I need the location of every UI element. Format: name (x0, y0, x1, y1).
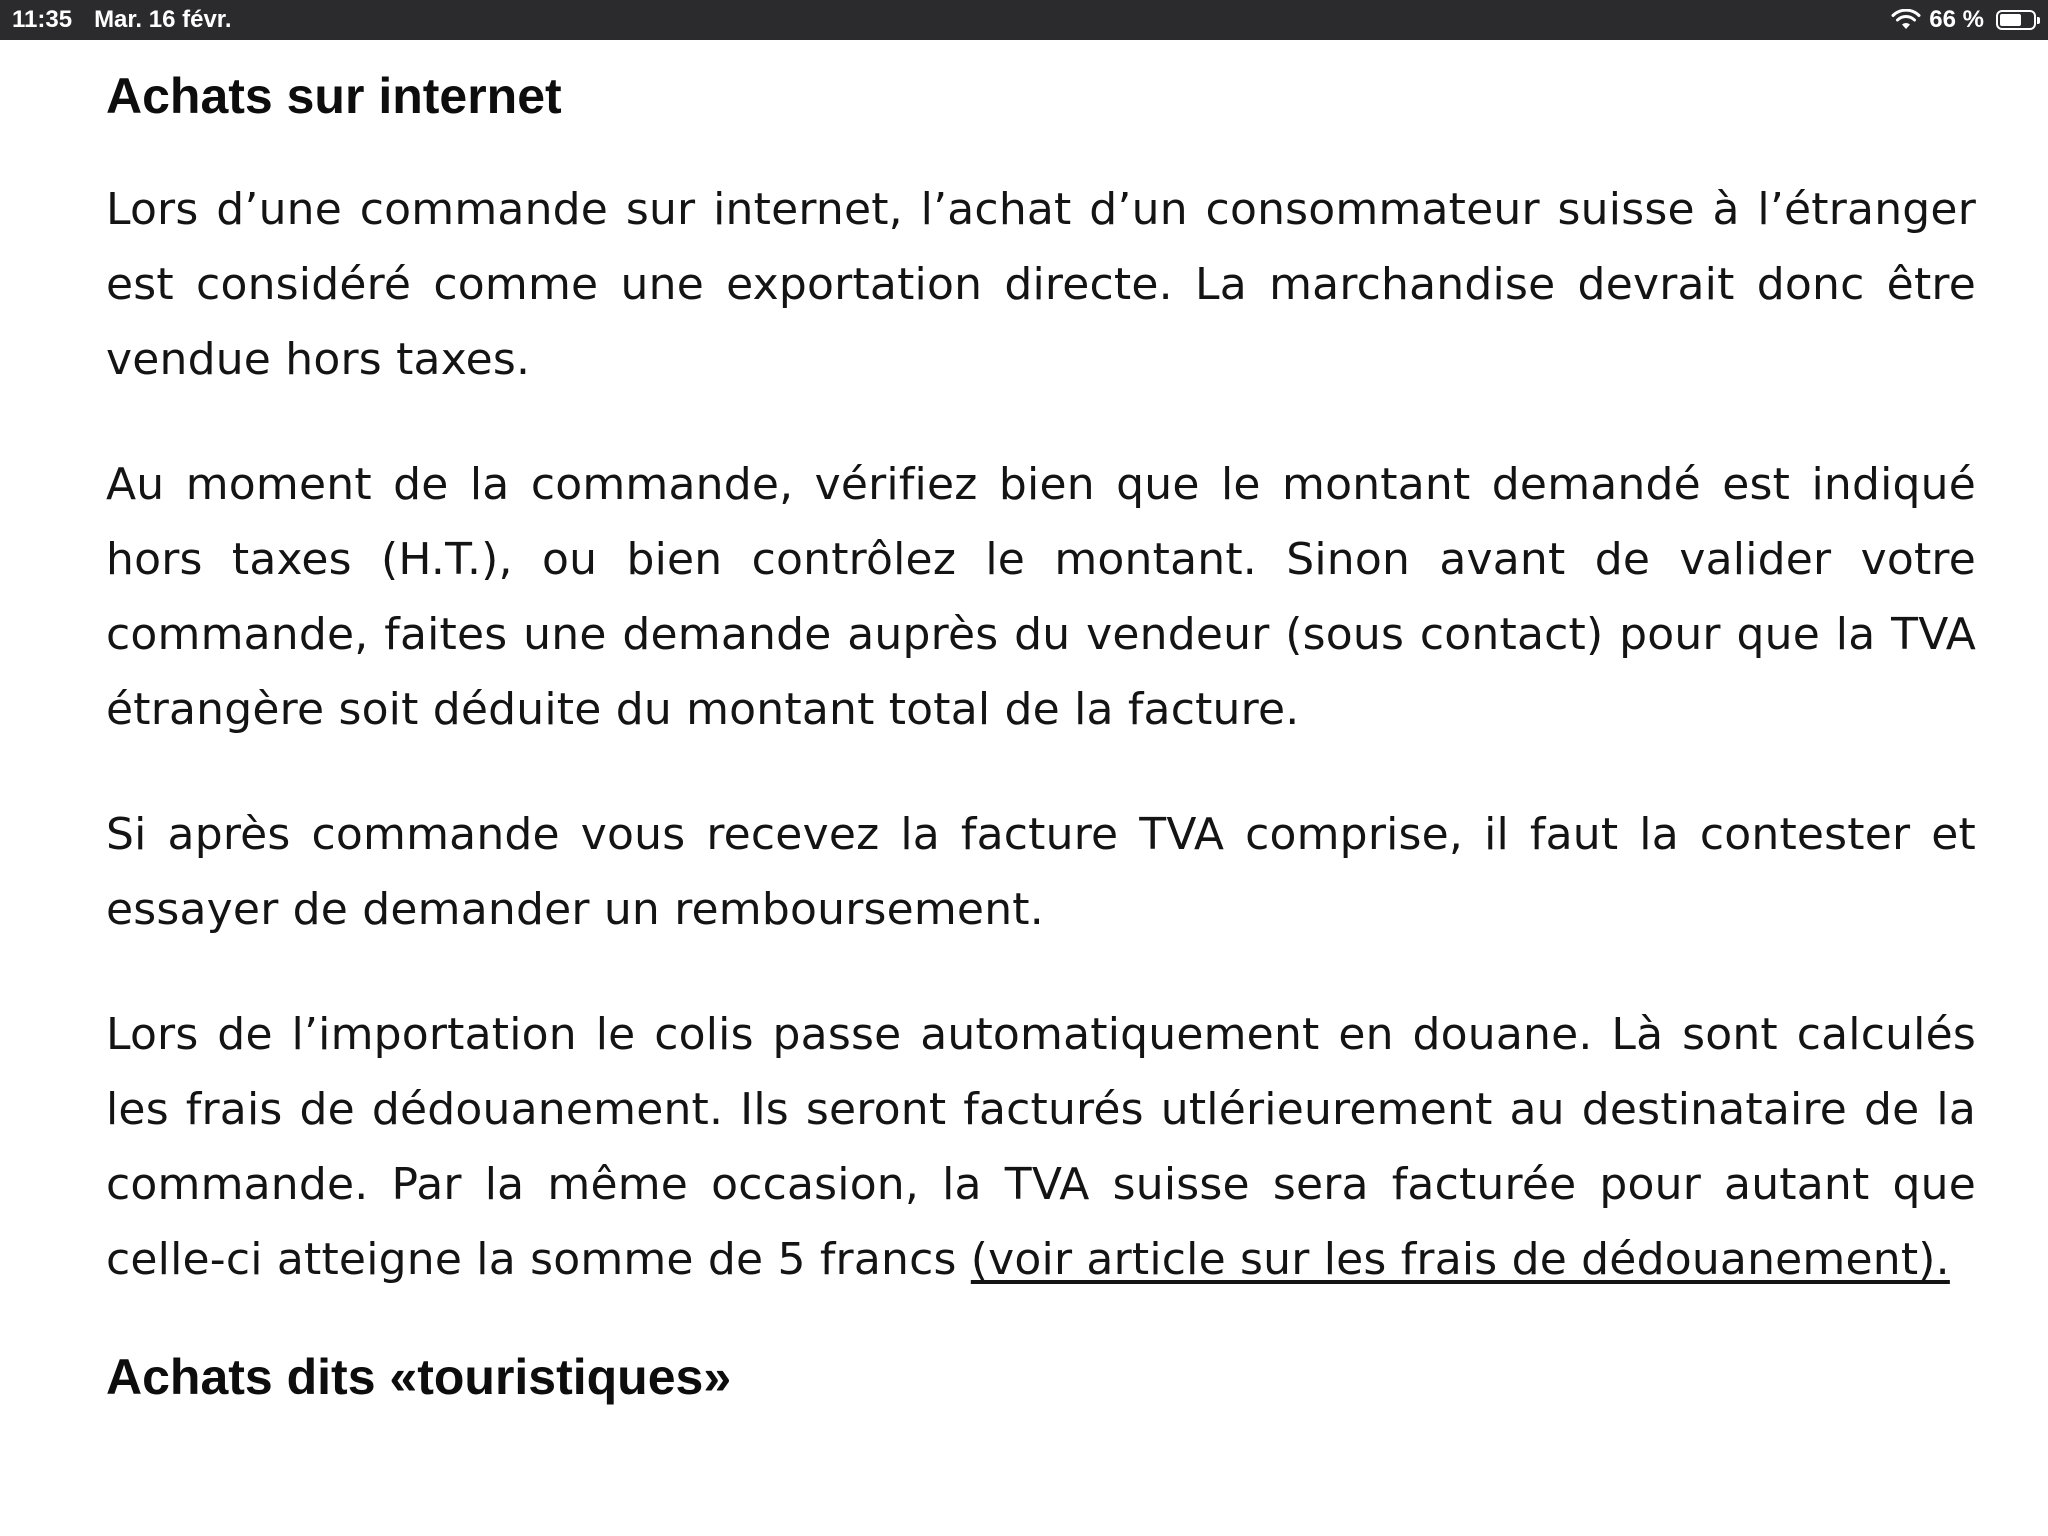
customs-fees-article-link[interactable]: (voir article sur les frais de dédouanement). (970, 1234, 1950, 1285)
paragraph-verify-amount: Au moment de la commande, vérifiez bien que le montant demandé est indiqué hors taxes (H.T.), ou bien contrôlez le montant. Sinon avant de valider votre commande, faites une demande auprès du vendeur (sous contact) pour que la TVA étrangère soit déduite du montant total de la facture. (106, 459, 1976, 735)
wifi-icon (1891, 9, 1921, 31)
status-bar (0, 0, 2048, 40)
section-heading: Achats sur internet (106, 68, 562, 124)
paragraph-export: Lors d’une commande sur internet, l’achat d’un consommateur suisse à l’étranger est considéré comme une exportation directe. La marchandise devrait donc être vendue hors taxes. (106, 184, 1976, 385)
next-section-heading: Achats dits «touristiques» (106, 1349, 732, 1405)
paragraph-refund: Si après commande vous recevez la facture TVA comprise, il faut la contester et essayer de demander un remboursement. (106, 809, 1976, 935)
article-body (106, 60, 1976, 1413)
paragraph-import-text: Lors de l’importation le colis passe automatiquement en douane. Là sont calculés les frais de dédouanement. Ils seront facturés utlérieurement au destinataire de la commande. Par la même occasion, la TVA suisse sera facturée pour autant que celle-ci atteigne la somme de 5 francs (106, 1009, 1976, 1285)
battery-percentage: 66 % (1929, 6, 1984, 33)
status-right-group (1891, 6, 2036, 34)
status-time: 11:35 (12, 6, 73, 33)
paragraph-import (106, 997, 1976, 1297)
battery-level-fill (2000, 14, 2021, 26)
status-date: Mar. 16 févr. (94, 6, 232, 33)
battery-icon (1996, 10, 2036, 30)
